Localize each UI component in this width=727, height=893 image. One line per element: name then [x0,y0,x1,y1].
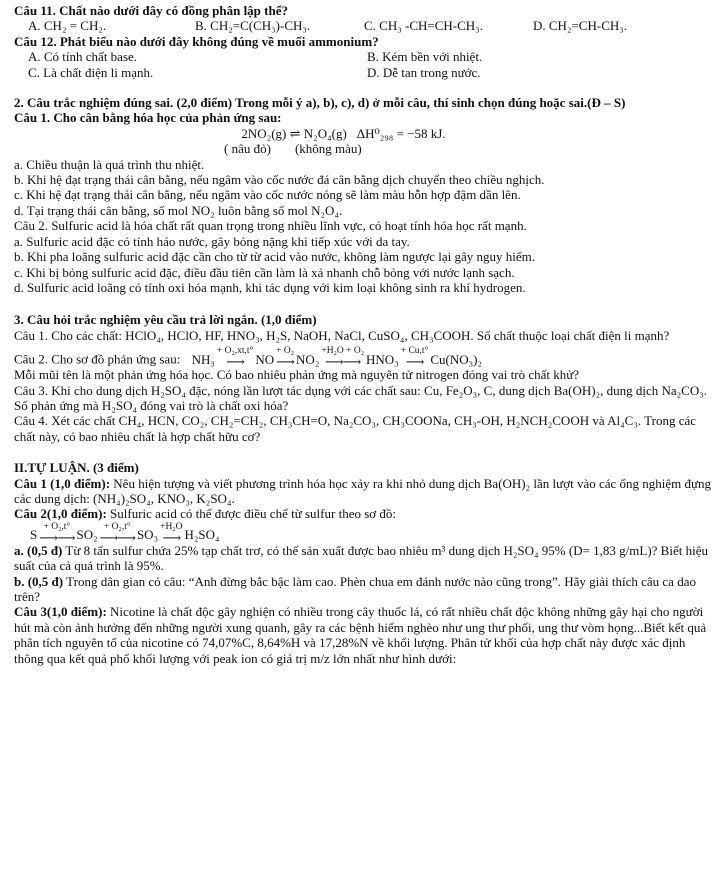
sulfur-arrow-2: + O₂,t° ⟶⟶ [99,521,135,545]
sec3-q4: Câu 4. Xét các chất CH₄, HCN, CO₂, CH₂=CH₂, CH₃CH=O, Na₂CO₃, CH₃COONa, CH₃-OH, H₂NCH₂COOH và Al₄C₃. Trong các chất này, có bao nhiêu chất là hợp chất hữu cơ? [14,413,697,444]
section3-heading: 3. Câu hỏi trắc nghiệm yêu cầu trả lời ngắn. (1,0 điểm) [14,312,317,328]
sec2-q2-stem: Câu 2. Sulfuric acid là hóa chất rất quan trọng trong nhiều lĩnh vực, có hoạt tính hóa học rất mạnh. [14,218,527,234]
q12-option-b: B. Kém bền với nhiệt. [367,49,483,65]
essay-c3-text: Nicotine là chất độc gây nghiện có nhiều trong cây thuốc lá, có rất nhiều chất độc không những gây hại cho người hút mà còn ảnh hưởng đến những người xung quanh, gây ra các bệnh hiểm nghèo như ung thư phổi, ung thư vòm họng...Biết kết quả phân tích nguyên tố của nicotine có 74,07%C, 8,64%H và 17,28%N về khối lượng. Phân tử khối của hợp chất này được xác định thông qua kết quả phổ khối lượng với peak ion có giá trị m/z lớn nhất như hình dưới: [14,604,707,666]
equilibrium-equation [14,126,713,141]
essay-c3 [14,604,713,666]
color-no2: ( nâu đỏ) [224,141,271,157]
essay-c2 [14,506,713,521]
q12-stem-pre: Câu 12. Phát biểu nào dưới đây [14,33,193,49]
essay-c2-label: Câu 2(1,0 điểm): [14,506,107,522]
nitrogen-scheme [191,346,483,370]
essay-c3-label: Câu 3(1,0 điểm): [14,604,107,620]
q12-option-c: C. Là chất điện li mạnh. [28,64,154,80]
sec2-q1-d: d. Tại trạng thái cân bằng, số mol NO₂ luôn bằng số mol N₂O₄. [14,202,343,218]
scheme-no2: NO₂ [296,351,320,367]
sulfur-arrow-3: +H₂O ⟶ [160,521,183,545]
sec3-q3: Câu 3. Khi cho dung dịch H₂SO₄ đặc, nóng lần lượt tác dụng với các chất sau: Cu, Fe₂O₃, C, dung dịch Ba(OH)₂, dung dịch Na₂CO₃. Số phản ứng mà H₂SO₄ đóng vai trò là chất oxi hóa? [14,382,708,413]
q11-option-c: C. CH₃ -CH=CH-CH₃. [364,18,483,34]
essay-c2b [14,574,713,605]
scheme-s: S [30,527,38,543]
essay-c2-text: Sulfuric acid có thể được điều chế từ sulfur theo sơ đồ: [106,506,397,522]
essay-c2a-label: a. (0,5 đ) [14,542,63,558]
q12-stem-post: đúng về muối ammonium? [226,33,379,49]
sec2-q1-b: b. Khi hệ đạt trạng thái cân bằng, nếu ngâm vào cốc nước đá cân bằng dịch chuyển theo chiều nghịch. [14,172,545,188]
q11-stem: Câu 11. Chất nào dưới đây có đồng phân lập thể? [14,3,288,18]
sec2-q2-c: c. Khi bị bỏng sulfuric acid đặc, điều đầu tiên cần làm là xả nhanh chỗ bỏng với nước lạnh sạch. [14,264,515,280]
scheme-arrow-3: +H₂O + O₂ ⟶⟶ [321,346,365,370]
q11-option-b: B. CH₂=C(CH₃)-CH₃. [195,18,311,34]
scheme-so3: SO₃ [136,527,159,543]
scheme-h2so4: H₂SO₄ [184,527,220,543]
scheme-arrow-2: + O₂ ⟶ [276,346,295,370]
sec3-q2-follow: Mỗi mũi tên là một phản ứng hóa học. Có bao nhiêu phản ứng mà nguyên tử nitrogen đóng vai trò chất khử? [14,367,580,383]
q12-option-a: A. Có tính chất base. [28,49,138,65]
essay-c1-label: Câu 1 (1,0 điểm): [14,475,111,491]
equation-colors [14,141,713,156]
essay-heading-text: II.TỰ LUẬN. (3 điểm) [14,460,139,476]
section2-heading: 2. Câu trắc nghiệm đúng sai. (2,0 điểm) Trong mỗi ý a), b), c), d) ở mỗi câu, thí sinh chọn đúng hoặc sai.(Đ – S) [14,95,626,111]
sulfur-arrow-3-label: +H₂O [160,521,183,532]
sec3-q2-label: Câu 2. Cho sơ đồ phản ứng sau: [14,351,181,367]
q11-option-d: D. CH₂=CH-CH₃. [533,18,628,34]
essay-heading [14,460,713,475]
scheme-arrow-4: + Cu,t° ⟶ [400,346,429,370]
sec2-q1-stem: Câu 1. Cho cân bằng hóa học của phản ứng sau: [14,110,282,126]
scheme-arrow-1-label: + O₂,xt,t° [216,346,254,357]
sulfur-arrow-1: + O₂,t° ⟶⟶ [39,521,75,545]
scheme-arrow-4-label: + Cu,t° [400,346,429,357]
scheme-so2: SO₂ [76,527,98,543]
essay-c2a-text: Từ 8 tấn sulfur chứa 25% tạp chất trơ, có thể sản xuất được bao nhiêu m³ dung dịch H₂SO₄ 95% (D= 1,83 g/mL)? Biết hiệu suất của cả quá trình là 95%. [14,542,708,574]
sec2-q1-a: a. Chiều thuận là quá trình thu nhiệt. [14,156,205,172]
scheme-arrow-1: + O₂,xt,t° ⟶ [216,346,254,370]
q12-stem-bold: không [192,33,227,49]
sec2-q1-c: c. Khi hệ đạt trạng thái cân bằng, nếu ngâm vào cốc nước nóng sẽ làm màu hỗn hợp đậm dần lên. [14,187,521,203]
q12-option-d: D. Dễ tan trong nước. [367,64,481,80]
sec3-q2 [14,346,713,370]
scheme-cuno32: Cu(NO₃)₂ [430,351,483,367]
sulfur-scheme [14,522,713,543]
scheme-no: NO [255,351,275,367]
scheme-nh3: NH₃ [191,351,215,367]
sulfur-scheme-row [30,522,220,543]
equation-text: 2NO₂(g) ⇌ N₂O₄(g) [241,125,347,141]
sec2-q2-d: d. Sulfuric acid loãng có tính oxi hóa mạnh, khi tác dụng với kim loại không sinh ra khí hydrogen. [14,279,526,295]
sulfur-arrow-1-label: + O₂,t° [43,521,71,532]
q12-options-row2 [14,65,713,80]
scheme-hno3: HNO₃ [366,351,399,367]
sulfur-arrow-2-label: + O₂,t° [103,521,131,532]
sec2-q2-b: b. Khi pha loãng sulfuric acid đặc cần cho từ từ acid vào nước, không làm ngược lại gây nguy hiểm. [14,249,535,265]
q11-option-a: A. CH₂ = CH₂. [28,18,107,34]
essay-c2b-text: Trong dân gian có câu: “Anh đừng bắc bậc làm cao. Phèn chua em đánh nước nào cũng trong”. Hãy giải thích câu ca dao trên? [14,573,696,604]
essay-c1-text: Nêu hiện tượng và viết phương trình hóa học xảy ra khi nhỏ dung dịch Ba(OH)₂ lần lượt vào các ống nghiệm đựng các dung dịch: (NH₄)₂SO₄, KNO₃, K₂SO₄. [14,475,712,506]
color-n2o4: (không màu) [294,141,362,157]
q11-options [14,18,713,33]
sec3-q1: Câu 1. Cho các chất: HClO₄, HClO, HF, HNO₃, H₂S, NaOH, NaCl, CuSO₄, CH₃COOH. Số chất thuộc loại chất điện li mạnh? [14,327,670,343]
essay-c2a [14,543,713,574]
scheme-arrow-2-label: + O₂ [276,346,295,357]
q12-options-row1 [14,49,713,64]
essay-c2b-label: b. (0,5 đ) [14,573,64,589]
sec2-q2-a: a. Sulfuric acid đặc có tính háo nước, gây bỏng nặng khi tiếp xúc với da tay. [14,233,410,249]
scheme-arrow-3-label: +H₂O + O₂ [321,346,365,357]
q12-stem [14,34,713,49]
essay-c1 [14,476,713,507]
enthalpy-text: ΔH⁰₂₉₈ = −58 kJ. [356,125,446,141]
